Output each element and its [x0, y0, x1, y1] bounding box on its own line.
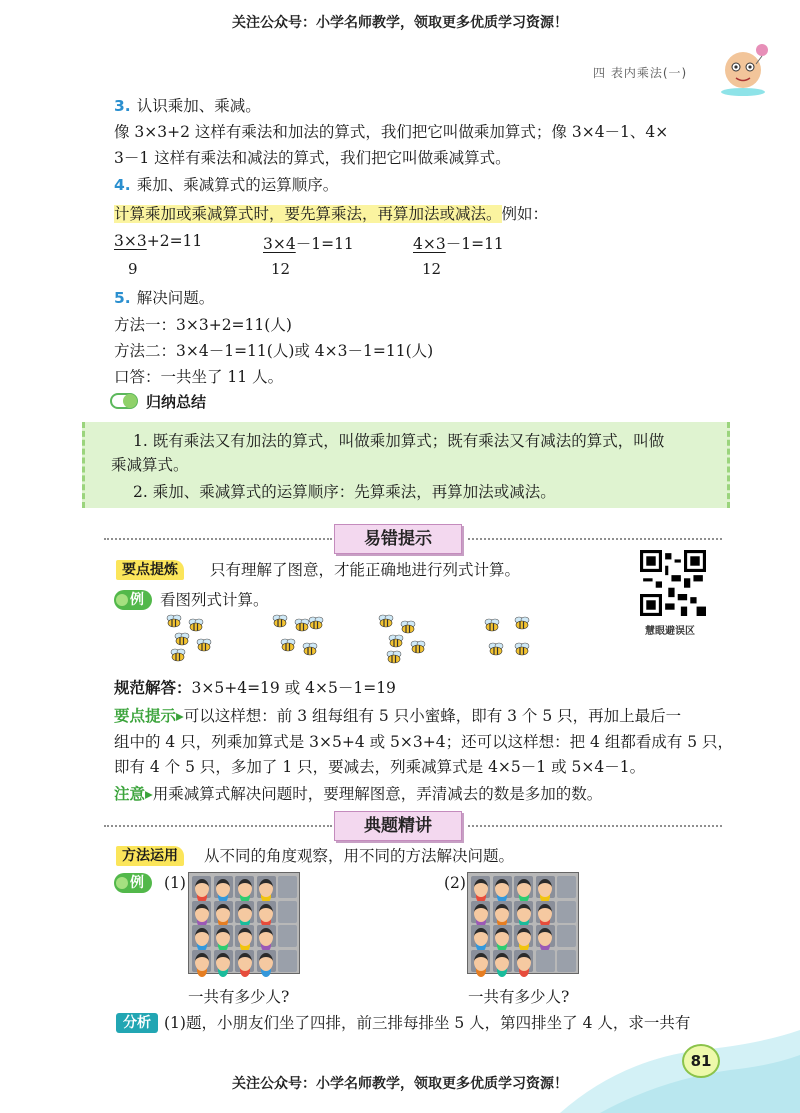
wave-decoration — [560, 1030, 800, 1113]
seat — [192, 925, 211, 947]
solution-text: 3×5+4=19 或 4×5－1=19 — [191, 679, 396, 697]
child-figure — [238, 928, 252, 946]
seat — [278, 876, 297, 898]
seat — [257, 925, 276, 947]
seat — [557, 901, 576, 923]
calc-3 — [413, 232, 504, 254]
section-title-typical: 典题精讲 — [334, 811, 462, 841]
example-tag-2 — [114, 873, 152, 893]
seat — [257, 876, 276, 898]
note-tag: 注意▸ — [114, 785, 153, 803]
bee-icon — [388, 634, 404, 648]
section-4-rule — [114, 204, 548, 224]
bee-group — [378, 614, 448, 670]
child-figure — [195, 953, 209, 971]
child-figure — [517, 928, 531, 946]
child-figure — [474, 953, 488, 971]
example-tag-label: 例 — [130, 592, 144, 608]
analysis-tag: 分析 — [116, 1013, 158, 1033]
section-title: 乘加、乘减算式的运算顺序。 — [136, 176, 339, 194]
seat — [214, 925, 233, 947]
picture-1-label: (1) — [164, 874, 186, 892]
child-figure — [238, 904, 252, 922]
calc-3-product: 4×3 — [413, 235, 446, 253]
child-figure — [474, 904, 488, 922]
pill-icon — [110, 393, 138, 409]
seat — [536, 901, 555, 923]
seat — [192, 950, 211, 972]
child-figure — [259, 953, 273, 971]
qr-label: 慧眼避误区 — [645, 626, 695, 637]
child-figure — [216, 879, 230, 897]
divider-left-2 — [104, 825, 332, 827]
hint-line-3: 即有 4 个 5 只，多加了 1 只，要减去，列乘减算式是 4×5－1 或 5×4－1。 — [114, 758, 646, 776]
section-number: 3. — [114, 97, 131, 115]
solution-label: 规范解答： — [114, 679, 192, 697]
bee-icon — [400, 620, 416, 634]
seat — [471, 901, 490, 923]
section-3-heading — [114, 96, 261, 116]
calc-2 — [263, 232, 354, 254]
seat — [214, 876, 233, 898]
child-figure — [259, 904, 273, 922]
bee-icon — [196, 638, 212, 652]
method-2: 方法二：3×4－1=11(人)或 4×3－1=11(人) — [114, 342, 434, 360]
calc-1 — [114, 232, 202, 250]
bee-icon — [166, 614, 182, 628]
calc-1-sub: 9 — [128, 260, 138, 278]
analysis-text: (1)题，小朋友们坐了四排，前三排每排坐 5 人，第四排坐了 4 人，求一共有 — [164, 1014, 691, 1032]
child-figure — [195, 928, 209, 946]
child-figure — [495, 953, 509, 971]
child-figure — [495, 904, 509, 922]
qr-code-icon — [640, 550, 706, 616]
child-figure — [538, 879, 552, 897]
child-figure — [517, 904, 531, 922]
section-4-heading — [114, 175, 338, 195]
hint-line-2: 组中的 4 只，列乘加算式是 3×5+4 或 5×3+4；还可以这样想：把 4 组都看成有 5 只， — [114, 733, 734, 751]
bee-icon — [170, 648, 186, 662]
bee-icon — [514, 642, 530, 656]
seat — [471, 925, 490, 947]
seat — [214, 950, 233, 972]
hint-line-1 — [114, 706, 681, 726]
calc-1-product: 3×3 — [114, 232, 147, 250]
seat — [514, 901, 533, 923]
seat — [278, 950, 297, 972]
seat — [514, 925, 533, 947]
child-figure — [259, 879, 273, 897]
seat — [235, 925, 254, 947]
hint-text-1: 可以这样想：前 3 组每组有 5 只小蜜蜂，即有 3 个 5 只，再加上最后一 — [183, 707, 682, 725]
seat — [214, 901, 233, 923]
child-figure — [517, 879, 531, 897]
key-point-text: 只有理解了图意，才能正确地进行列式计算。 — [210, 561, 521, 579]
classroom-picture-1 — [188, 872, 300, 974]
divider-right — [468, 538, 722, 540]
summary-box — [82, 422, 730, 508]
bee-icon — [308, 616, 324, 630]
seat — [471, 950, 490, 972]
bee-icon — [378, 614, 394, 628]
calc-2-sub: 12 — [271, 260, 291, 278]
bee-icon — [484, 618, 500, 632]
section-title: 解决问题。 — [136, 289, 215, 307]
page-number: 81 — [682, 1044, 720, 1078]
summary-point-2: 2. 乘加、乘减算式的运算顺序：先算乘法，再算加法或减法。 — [133, 483, 556, 501]
child-figure — [474, 879, 488, 897]
child-figure — [495, 879, 509, 897]
seat — [493, 925, 512, 947]
classroom-picture-2 — [467, 872, 579, 974]
seat — [192, 901, 211, 923]
mascot-icon — [708, 40, 778, 96]
seat — [493, 901, 512, 923]
bee-icon — [188, 618, 204, 632]
child-figure — [216, 953, 230, 971]
section-title: 认识乘加、乘减。 — [136, 97, 261, 115]
section-title-mistakes: 易错提示 — [334, 524, 462, 554]
child-figure — [238, 953, 252, 971]
method-1: 方法一：3×3+2=11(人) — [114, 316, 292, 334]
seat — [536, 950, 555, 972]
child-figure — [238, 879, 252, 897]
child-figure — [517, 953, 531, 971]
example-text: 看图列式计算。 — [160, 591, 269, 609]
seat — [536, 925, 555, 947]
seat — [278, 901, 297, 923]
seat — [257, 901, 276, 923]
seat — [493, 950, 512, 972]
calc-2-product: 3×4 — [263, 235, 296, 253]
seat — [235, 876, 254, 898]
seat — [514, 876, 533, 898]
seat — [557, 950, 576, 972]
bottom-banner: 关注公众号：小学名师教学，领取更多优质学习资源！ — [232, 1076, 568, 1092]
section-5-heading — [114, 288, 214, 308]
summary-point-1b: 乘减算式。 — [111, 456, 189, 474]
seat — [235, 901, 254, 923]
section-number: 5. — [114, 289, 131, 307]
child-figure — [474, 928, 488, 946]
child-figure — [216, 904, 230, 922]
child-figure — [195, 879, 209, 897]
question-1: 一共有多少人? — [188, 988, 290, 1006]
section-3-line-2: 3－1 这样有乘法和减法的算式，我们把它叫做乘减算式。 — [114, 149, 511, 167]
section-3-line-1: 像 3×3+2 这样有乘法和加法的算式，我们把它叫做乘加算式；像 3×4－1、4× — [114, 123, 669, 141]
bee-icon — [410, 640, 426, 654]
calc-3-sub: 12 — [422, 260, 442, 278]
seat — [557, 876, 576, 898]
seat — [278, 925, 297, 947]
bee-icon — [488, 642, 504, 656]
child-figure — [538, 904, 552, 922]
example-tag-2-label: 例 — [130, 875, 144, 891]
bee-group — [272, 614, 342, 670]
summary-tag — [110, 390, 206, 412]
top-banner: 关注公众号：小学名师教学，领取更多优质学习资源！ — [232, 15, 568, 31]
child-figure — [538, 928, 552, 946]
bee-group — [166, 614, 236, 670]
hint-tag: 要点提示▸ — [114, 707, 184, 725]
oral-answer: 口答：一共坐了 11 人。 — [114, 368, 284, 386]
bee-icon — [514, 616, 530, 630]
divider-left — [104, 538, 332, 540]
bee-icon — [174, 632, 190, 646]
note-text: 用乘减算式解决问题时，要理解图意，弄清减去的数是多加的数。 — [152, 785, 603, 803]
question-2: 一共有多少人? — [468, 988, 570, 1006]
example-label: 例如： — [501, 205, 549, 223]
divider-right-2 — [468, 825, 722, 827]
child-figure — [495, 928, 509, 946]
summary-point-1a: 1. 既有乘法又有加法的算式，叫做乘加算式；既有乘法又有减法的算式，叫做 — [133, 432, 665, 450]
bee-group — [484, 614, 554, 670]
seat — [493, 876, 512, 898]
highlighted-rule: 计算乘加或乘减算式时，要先算乘法，再算加法或减法。 — [114, 205, 502, 223]
section-number: 4. — [114, 176, 131, 194]
child-figure — [216, 928, 230, 946]
chapter-header: 四 表内乘法(一) — [593, 66, 688, 80]
method-text: 从不同的角度观察，用不同的方法解决问题。 — [204, 847, 515, 865]
standard-solution — [114, 678, 396, 698]
calc-3-rest: －1=11 — [445, 235, 504, 253]
seat — [536, 876, 555, 898]
calc-2-rest: －1=11 — [295, 235, 354, 253]
method-tag: 方法运用 — [116, 846, 184, 866]
seat — [192, 876, 211, 898]
note-line — [114, 784, 602, 804]
summary-label: 归纳总结 — [146, 392, 207, 411]
bee-icon — [280, 638, 296, 652]
calc-1-rest: +2=11 — [146, 232, 203, 250]
seat — [514, 950, 533, 972]
picture-2-label: (2) — [444, 874, 466, 892]
seat — [257, 950, 276, 972]
bee-icon — [272, 614, 288, 628]
key-point-tag: 要点提炼 — [116, 560, 184, 580]
seat — [235, 950, 254, 972]
bee-icon — [302, 642, 318, 656]
child-figure — [259, 928, 273, 946]
seat — [557, 925, 576, 947]
child-figure — [195, 904, 209, 922]
seat — [471, 876, 490, 898]
bee-icon — [386, 650, 402, 664]
example-tag — [114, 590, 152, 610]
